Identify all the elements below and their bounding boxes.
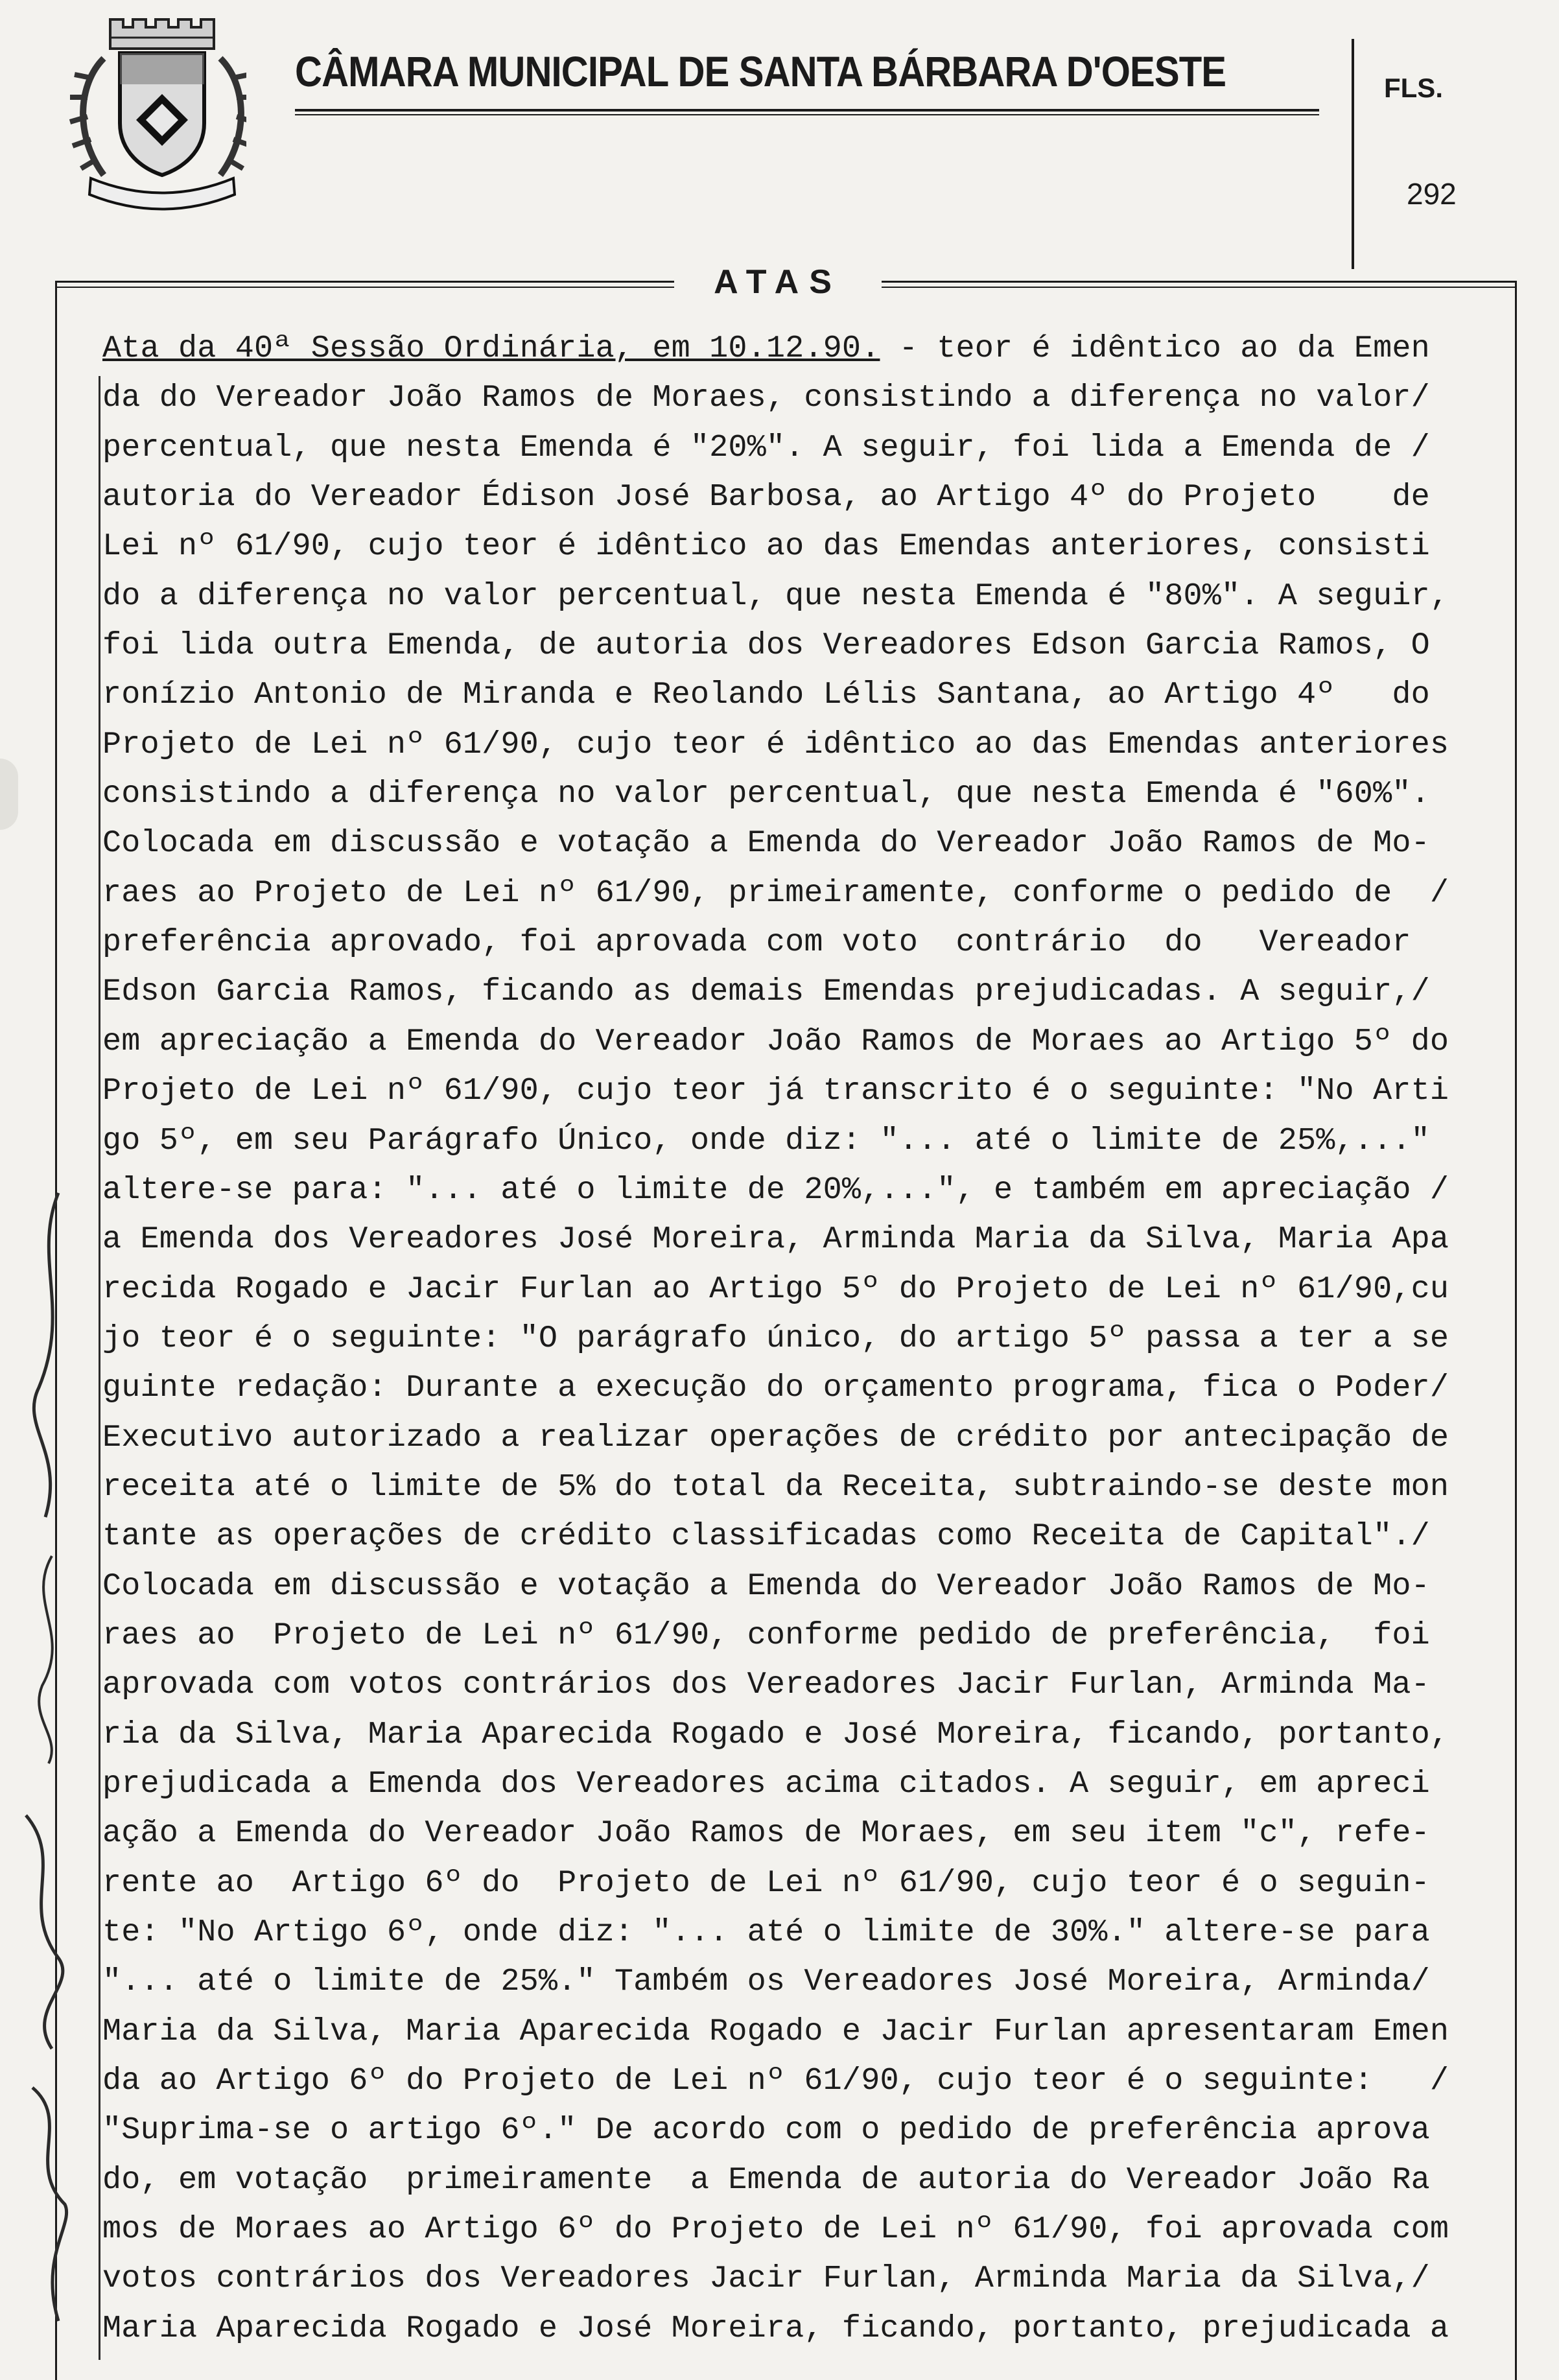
text-line: consistindo a diferença no valor percentual, que nesta Emenda é "60%". [102, 776, 1430, 812]
text-line: raes ao Projeto de Lei nº 61/90, conforme pedido de preferência, foi [102, 1617, 1430, 1653]
text-line: aprovada com votos contrários dos Vereadores Jacir Furlan, Arminda Ma- [102, 1667, 1430, 1703]
text-line: Colocada em discussão e votação a Emenda do Vereador João Ramos de Mo- [102, 825, 1430, 862]
text-line: do, em votação primeiramente a Emenda de autoria do Vereador João Ra [102, 2162, 1430, 2198]
text-line: percentual, que nesta Emenda é "20%". A seguir, foi lida a Emenda de / [102, 429, 1430, 465]
text-line: Projeto de Lei nº 61/90, cujo teor já transcrito é o seguinte: "No Arti [102, 1073, 1449, 1109]
page-number: 292 [1407, 177, 1457, 211]
text-line: prejudicada a Emenda dos Vereadores acima citados. A seguir, em apreci [102, 1765, 1430, 1802]
paper-stain [0, 759, 18, 830]
text-line: guinte redação: Durante a execução do orçamento programa, fica o Poder/ [102, 1370, 1449, 1406]
text-line: Maria da Silva, Maria Aparecida Rogado e Jacir Furlan apresentaram Emen [102, 2013, 1449, 2049]
text-line: jo teor é o seguinte: "O parágrafo único, do artigo 5º passa a ter a se [102, 1320, 1449, 1356]
frame-right-line [1515, 281, 1517, 2380]
text-line: recida Rogado e Jacir Furlan ao Artigo 5º do Projeto de Lei nº 61/90,cu [102, 1271, 1449, 1307]
text-line: receita até o limite de 5% do total da Receita, subtraindo-se deste mon [102, 1468, 1449, 1505]
text-line: Edson Garcia Ramos, ficando as demais Emendas prejudicadas. A seguir,/ [102, 974, 1430, 1010]
text-line: ronízio Antonio de Miranda e Reolando Lélis Santana, ao Artigo 4º do [102, 677, 1430, 713]
minutes-text [102, 324, 1506, 2353]
text-line: da ao Artigo 6º do Projeto de Lei nº 61/90, cujo teor é o seguinte: / [102, 2063, 1449, 2099]
text-line: rente ao Artigo 6º do Projeto de Lei nº 61/90, cujo teor é o seguin- [102, 1865, 1430, 1901]
text-line: preferência aprovado, foi aprovada com voto contrário do Vereador [102, 925, 1411, 961]
text-line: Lei nº 61/90, cujo teor é idêntico ao das Emendas anteriores, consisti [102, 528, 1430, 565]
text-line: tante as operações de crédito classificadas como Receita de Capital"./ [102, 1518, 1430, 1555]
text-line: a Emenda dos Vereadores José Moreira, Arminda Maria da Silva, Maria Apa [102, 1221, 1449, 1258]
header-rule-thin [295, 114, 1319, 115]
text-line: "... até o limite de 25%." Também os Vereadores José Moreira, Arminda/ [102, 1964, 1430, 2000]
text-margin-line [99, 376, 100, 2360]
text-line: te: "No Artigo 6º, onde diz: "... até o limite de 30%." altere-se para [102, 1915, 1430, 1950]
text-line: ria da Silva, Maria Aparecida Rogado e José Moreira, ficando, portanto, [102, 1716, 1449, 1752]
text-line: autoria do Vereador Édison José Barbosa, ao Artigo 4º do Projeto de [102, 479, 1430, 515]
text-line: foi lida outra Emenda, de autoria dos Vereadores Edson Garcia Ramos, O [102, 628, 1430, 664]
text-line: da do Vereador João Ramos de Moraes, consistindo a diferença no valor/ [102, 380, 1430, 416]
text-line: Executivo autorizado a realizar operações de crédito por antecipação de [102, 1419, 1449, 1455]
text-line: "Suprima-se o artigo 6º." De acordo com o pedido de preferência aprova [102, 2112, 1430, 2149]
section-title: ATAS [674, 263, 882, 301]
text-line: altere-se para: "... até o limite de 20%,...", e também em apreciação / [102, 1172, 1449, 1208]
municipal-crest-logo [65, 13, 246, 220]
text-line: raes ao Projeto de Lei nº 61/90, primeiramente, conforme o pedido de / [102, 875, 1449, 911]
header-rule [295, 109, 1319, 112]
text-line: Ata da 40ª Sessão Ordinária, em 10.12.90. - teor é idêntico ao da Emen [102, 331, 1430, 366]
text-line: Maria Aparecida Rogado e José Moreira, ficando, portanto, prejudicada a [102, 2310, 1449, 2346]
text-line: ação a Emenda do Vereador João Ramos de Moraes, em seu item "c", refe- [102, 1815, 1430, 1852]
minutes-heading: Ata da 40ª Sessão Ordinária, em 10.12.90. [102, 331, 880, 366]
institution-title: CÂMARA MUNICIPAL DE SANTA BÁRBARA D'OESTE [295, 47, 1226, 95]
fls-label: FLS. [1384, 73, 1443, 103]
text-line: mos de Moraes ao Artigo 6º do Projeto de Lei nº 61/90, foi aprovada com [102, 2211, 1449, 2248]
fls-divider [1352, 39, 1354, 269]
margin-signature [13, 1180, 84, 2347]
text-line: Colocada em discussão e votação a Emenda do Vereador João Ramos de Mo- [102, 1568, 1430, 1604]
text-line: go 5º, em seu Parágrafo Único, onde diz: "... até o limite de 25%,..." [102, 1122, 1430, 1159]
text-line: votos contrários dos Vereadores Jacir Furlan, Arminda Maria da Silva,/ [102, 2261, 1430, 2297]
text-line: Projeto de Lei nº 61/90, cujo teor é idêntico ao das Emendas anteriores [102, 726, 1449, 762]
text-line: do a diferença no valor percentual, que nesta Emenda é "80%". A seguir, [102, 578, 1449, 614]
text-line: em apreciação a Emenda do Vereador João Ramos de Moraes ao Artigo 5º do [102, 1023, 1449, 1059]
